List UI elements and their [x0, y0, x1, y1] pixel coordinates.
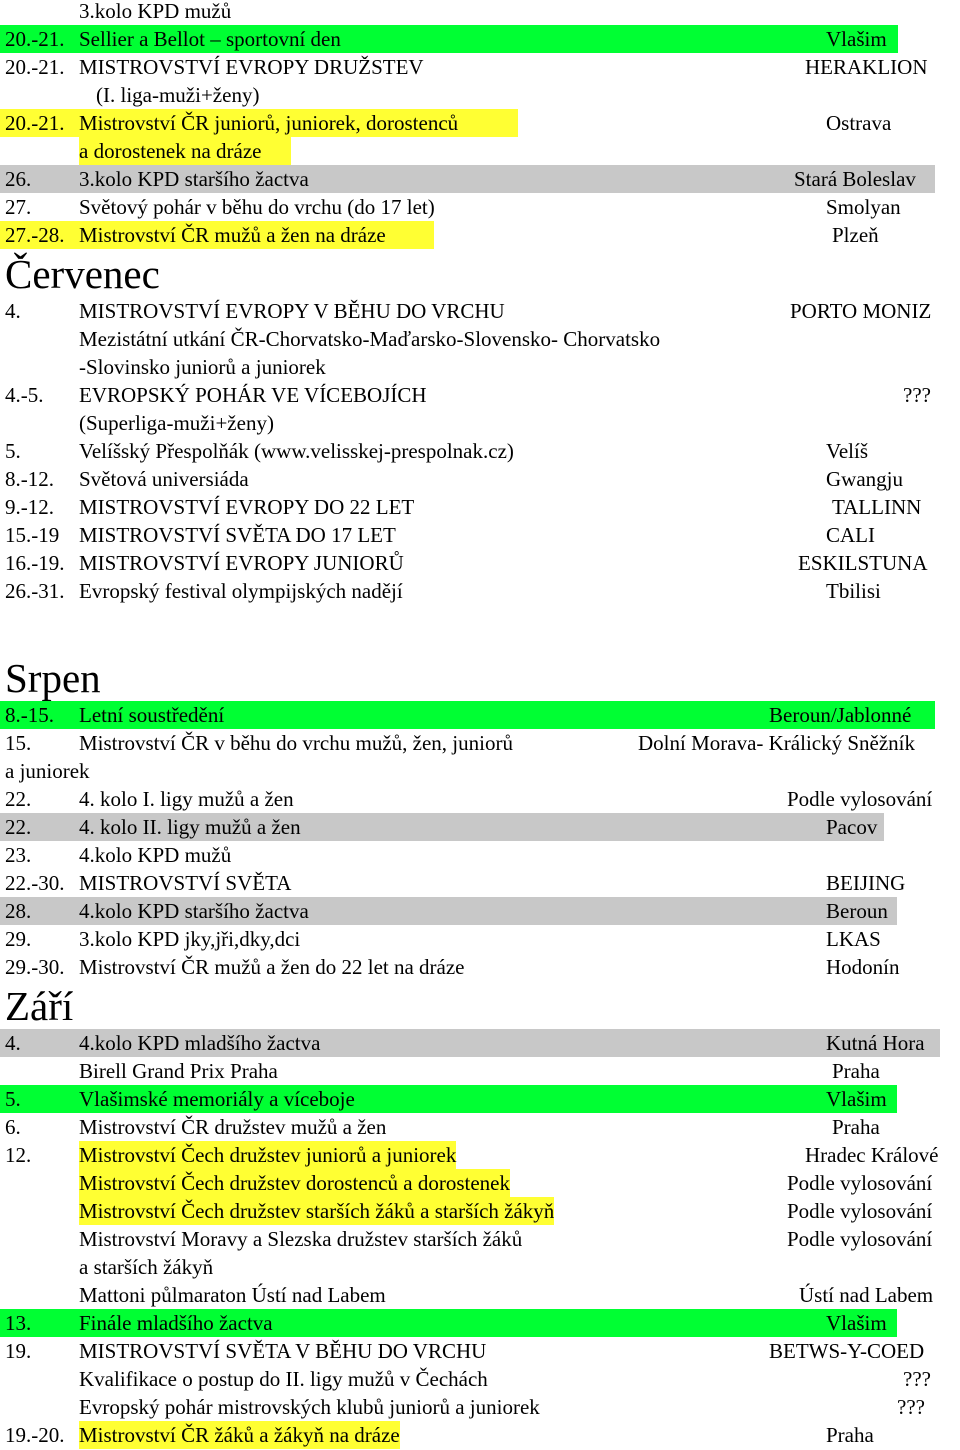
event-place: BEIJING [826, 871, 906, 895]
event-name: a dorostenek na dráze [79, 139, 262, 163]
event-name: Mistrovství ČR juniorů, juniorek, dorostenců [79, 111, 459, 135]
calendar-row [0, 193, 960, 221]
calendar-row [0, 813, 884, 841]
event-place: Velíš [826, 439, 868, 463]
event-date: 27.-28. [5, 223, 65, 247]
event-date: 15. [5, 731, 32, 755]
calendar-row [0, 109, 518, 137]
calendar-row [0, 1225, 960, 1253]
event-date: 5. [5, 439, 21, 463]
event-date: 23. [5, 843, 32, 867]
event-place: HERAKLION [805, 55, 928, 79]
event-date: 19. [5, 1339, 32, 1363]
event-name: MISTROVSTVÍ SVĚTA [79, 871, 292, 895]
event-name: EVROPSKÝ POHÁR VE VÍCEBOJÍCH [79, 383, 427, 407]
event-name: (I. liga-muži+ženy) [96, 83, 260, 107]
event-name: Kvalifikace o postup do II. ligy mužů v Čechách [79, 1367, 488, 1391]
calendar-row [0, 841, 960, 869]
calendar-row [0, 25, 898, 53]
calendar-row [79, 137, 291, 165]
event-date: 20.-21. [5, 55, 65, 79]
event-date: 4. [5, 1031, 21, 1055]
event-place: Dolní Morava- Králický Sněžník [638, 731, 916, 755]
event-date: 4. [5, 299, 21, 323]
event-place: Vlašim [826, 1311, 887, 1335]
event-date: 20.-21. [5, 27, 65, 51]
event-place: Podle vylosování [787, 1199, 933, 1223]
event-date: 29. [5, 927, 32, 951]
event-date: 16.-19. [5, 551, 65, 575]
calendar-row [0, 409, 960, 437]
event-place: Beroun/Jablonné [769, 703, 912, 727]
month-heading-cervenec: Červenec [5, 251, 160, 297]
event-name: 4. kolo I. ligy mužů a žen [79, 787, 294, 811]
calendar-row [0, 1281, 960, 1309]
calendar-row [0, 953, 960, 981]
event-place: Podle vylosování [787, 1171, 933, 1195]
event-name: Mistrovství Moravy a Slezska družstev starších žáků [79, 1227, 523, 1251]
calendar-row [0, 785, 960, 813]
event-name: 4.kolo KPD mužů [79, 843, 232, 867]
calendar-row [0, 165, 935, 193]
event-name: 3.kolo KPD staršího žactva [79, 167, 309, 191]
event-name: Mistrovství Čech družstev starších žáků a starších žákyň [79, 1199, 555, 1223]
event-place: Beroun [826, 899, 888, 923]
calendar-row [0, 1169, 960, 1197]
calendar-row [0, 1309, 897, 1337]
event-name: (Superliga-muži+ženy) [79, 411, 274, 435]
event-name: MISTROVSTVÍ EVROPY V BĚHU DO VRCHU [79, 299, 505, 323]
event-name: Finále mladšího žactva [79, 1311, 273, 1335]
calendar-row [0, 81, 960, 109]
calendar-row [0, 757, 960, 785]
event-date: a juniorek [5, 759, 90, 783]
event-name: Velíšský Přespolňák (www.velisskej-prespolnak.cz) [79, 439, 514, 463]
event-date: 29.-30. [5, 955, 65, 979]
calendar-row [0, 297, 960, 325]
event-date: 22. [5, 815, 32, 839]
event-place: Gwangju [826, 467, 903, 491]
event-place: CALI [826, 523, 875, 547]
event-place: Praha [826, 1423, 874, 1447]
calendar-row [0, 897, 897, 925]
event-date: 5. [5, 1087, 21, 1111]
event-name: Letní soustředění [79, 703, 225, 727]
event-name: Evropský festival olympijských nadějí [79, 579, 403, 603]
event-name: 4. kolo II. ligy mužů a žen [79, 815, 301, 839]
event-name: Mistrovství ČR mužů a žen na dráze [79, 223, 386, 247]
event-place: ??? [897, 1395, 925, 1419]
calendar-row [0, 1253, 960, 1281]
event-date: 13. [5, 1311, 32, 1335]
event-name: -Slovinsko juniorů a juniorek [79, 355, 326, 379]
event-place: Podle vylosování [787, 1227, 933, 1251]
event-place: Vlašim [826, 27, 887, 51]
calendar-row [0, 1393, 960, 1421]
event-name: 4.kolo KPD mladšího žactva [79, 1031, 321, 1055]
calendar-row [0, 493, 960, 521]
calendar-row [0, 925, 960, 953]
event-date: 6. [5, 1115, 21, 1139]
event-place: Plzeň [832, 223, 879, 247]
event-date: 26. [5, 167, 32, 191]
event-place: Praha [832, 1059, 880, 1083]
event-date: 27. [5, 195, 32, 219]
event-name: Mattoni půlmaraton Ústí nad Labem [79, 1283, 386, 1307]
event-date: 4.-5. [5, 383, 44, 407]
event-place: BETWS-Y-COED [769, 1339, 925, 1363]
calendar-row [0, 325, 960, 353]
event-name: Mistrovství ČR mužů a žen do 22 let na dráze [79, 955, 465, 979]
event-date: 9.-12. [5, 495, 54, 519]
event-name: Sellier a Bellot – sportovní den [79, 27, 341, 51]
event-name: MISTROVSTVÍ SVĚTA DO 17 LET [79, 523, 396, 547]
event-date: 15.-19 [5, 523, 60, 547]
event-name: 3.kolo KPD jky,jři,dky,dci [79, 927, 301, 951]
event-place: Stará Boleslav [794, 167, 916, 191]
calendar-row [0, 869, 960, 897]
event-name: 4.kolo KPD staršího žactva [79, 899, 309, 923]
calendar-row [0, 577, 960, 605]
event-place: Hodonín [826, 955, 900, 979]
calendar-row [0, 1337, 960, 1365]
calendar-row [0, 1029, 940, 1057]
event-name: MISTROVSTVÍ EVROPY DRUŽSTEV [79, 55, 424, 79]
calendar-row [0, 1085, 897, 1113]
event-date: 26.-31. [5, 579, 65, 603]
event-date: 22. [5, 787, 32, 811]
event-name: Mistrovství ČR žáků a žákyň na dráze [79, 1423, 400, 1447]
event-place: Ústí nad Labem [799, 1283, 934, 1307]
event-place: Tbilisi [826, 579, 881, 603]
event-name: Mistrovství Čech družstev dorostenců a dorostenek [79, 1171, 510, 1195]
event-name: Mistrovství ČR v běhu do vrchu mužů, žen, juniorů [79, 731, 513, 755]
event-name: Mistrovství ČR družstev mužů a žen [79, 1115, 387, 1139]
calendar-row [0, 353, 960, 381]
event-name: Mistrovství Čech družstev juniorů a juniorek [79, 1143, 457, 1167]
event-place: Vlašim [826, 1087, 887, 1111]
event-name: Mezistátní utkání ČR-Chorvatsko-Maďarsko-Slovensko- Chorvatsko [79, 327, 661, 351]
event-place: Pacov [826, 815, 878, 839]
event-place: LKAS [826, 927, 881, 951]
event-place: ??? [903, 383, 931, 407]
event-name: MISTROVSTVÍ SVĚTA V BĚHU DO VRCHU [79, 1339, 487, 1363]
month-heading-srpen: Srpen [5, 655, 101, 701]
event-place: ESKILSTUNA [798, 551, 928, 575]
calendar-row [0, 381, 960, 409]
calendar-row [0, 221, 434, 249]
event-name: Vlašimské memoriály a víceboje [79, 1087, 355, 1111]
calendar-row [0, 549, 960, 577]
calendar-row [0, 1141, 960, 1169]
event-name: Světová universiáda [79, 467, 249, 491]
calendar-row [0, 701, 935, 729]
event-place: Podle vylosování [787, 787, 933, 811]
calendar-row [0, 0, 960, 25]
calendar-row [0, 437, 960, 465]
event-place: ??? [903, 1367, 931, 1391]
event-place: Kutná Hora [826, 1031, 925, 1055]
calendar-row [0, 1057, 960, 1085]
event-place: Smolyan [826, 195, 901, 219]
event-place: Praha [832, 1115, 880, 1139]
event-name: a starších žákyň [79, 1255, 214, 1279]
event-date: 19.-20. [5, 1423, 65, 1447]
event-place: PORTO MONIZ [790, 299, 932, 323]
event-date: 20.-21. [5, 111, 65, 135]
event-name: Birell Grand Prix Praha [79, 1059, 278, 1083]
calendar-row [0, 1113, 960, 1141]
event-name: 3.kolo KPD mužů [79, 0, 232, 23]
event-date: 8.-12. [5, 467, 54, 491]
event-name: Světový pohár v běhu do vrchu (do 17 let) [79, 195, 435, 219]
calendar-row [0, 1421, 960, 1449]
event-date: 12. [5, 1143, 32, 1167]
calendar-row [0, 1365, 960, 1393]
event-date: 8.-15. [5, 703, 54, 727]
event-name: MISTROVSTVÍ EVROPY JUNIORŮ [79, 551, 404, 575]
event-date: 22.-30. [5, 871, 65, 895]
event-name: Evropský pohár mistrovských klubů juniorů a juniorek [79, 1395, 540, 1419]
calendar-row [0, 521, 960, 549]
event-date: 28. [5, 899, 32, 923]
calendar-row [0, 465, 960, 493]
calendar-row [0, 729, 960, 757]
calendar-row [0, 1197, 960, 1225]
month-heading-zari: Září [5, 983, 74, 1029]
event-place: Ostrava [826, 111, 892, 135]
calendar-row [0, 53, 960, 81]
event-name: MISTROVSTVÍ EVROPY DO 22 LET [79, 495, 415, 519]
event-place: Hradec Králové [805, 1143, 939, 1167]
event-place: TALLINN [832, 495, 922, 519]
